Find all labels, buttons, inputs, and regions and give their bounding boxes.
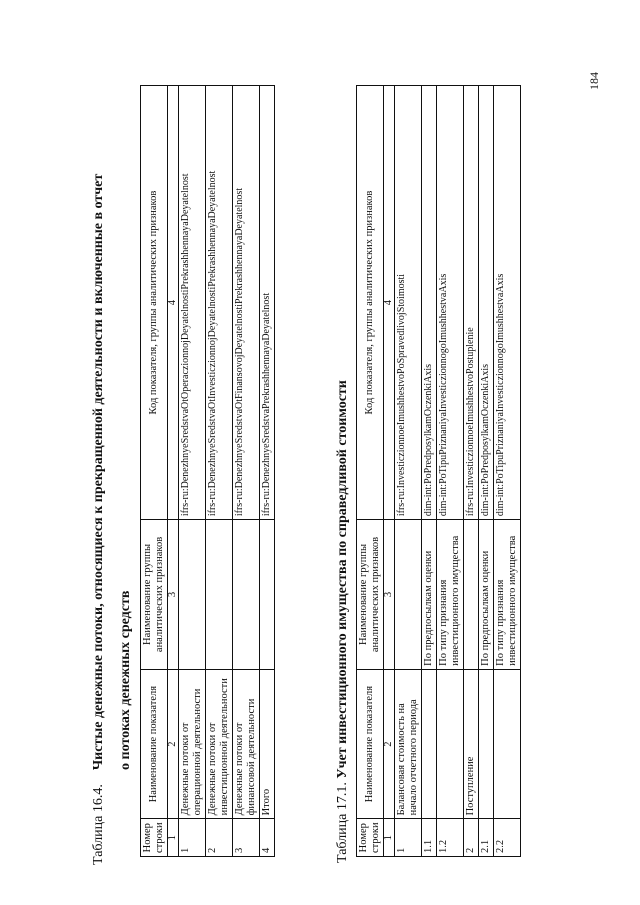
- indicator-name-cell: Денежные потоки от финансовой деятельности: [233, 669, 260, 819]
- table1-index-cell: 4: [168, 86, 179, 520]
- row-number-cell: 1: [395, 819, 422, 857]
- table1-index-cell: 2: [168, 669, 179, 819]
- table2-index-cell: 3: [384, 520, 395, 670]
- indicator-name-cell: [437, 669, 464, 819]
- table-row: [437, 86, 464, 857]
- table-row: [494, 86, 521, 857]
- indicator-code-cell: ifrs-ru:DenezhnyeSredstvaOtInvesticzionnojDeyatelnostiPrekrashhennayaDeyatelnost: [206, 86, 233, 520]
- table2-header-cell: Наименование показателя: [357, 669, 384, 819]
- indicator-name-cell: [494, 669, 521, 819]
- table1: [140, 85, 275, 857]
- table1-header-cell: Номер строки: [141, 819, 168, 857]
- analytic-group-cell: [395, 520, 422, 670]
- table2-index-cell: 2: [384, 669, 395, 819]
- table-row: [422, 86, 437, 857]
- row-number-cell: 3: [233, 819, 260, 857]
- table1-body: [179, 86, 275, 857]
- table2-caption-title: Учет инвестиционного имущества по справедливой стоимости: [335, 380, 350, 779]
- indicator-name-cell: Денежные потоки от операционной деятельности: [179, 669, 206, 819]
- page-number: 184: [587, 72, 601, 90]
- analytic-group-cell: По типу признания инвестиционного имущества: [437, 520, 464, 670]
- table1-caption-line2: о потоках денежных средств: [118, 590, 133, 770]
- table2-body: [395, 86, 521, 857]
- table-row: [464, 86, 479, 857]
- row-number-cell: 2: [464, 819, 479, 857]
- table-row: [179, 86, 206, 857]
- analytic-group-cell: По предпосылкам оценки: [479, 520, 494, 670]
- table1-caption-label: Таблица 16.4.: [91, 784, 106, 865]
- indicator-name-cell: [422, 669, 437, 819]
- table2-header-row: [357, 86, 384, 857]
- table2-caption: [335, 380, 351, 863]
- row-number-cell: 1: [179, 819, 206, 857]
- table2-header-cell: Код показателя, группы аналитических признаков: [357, 86, 384, 520]
- table-row: [233, 86, 260, 857]
- indicator-name-cell: Поступление: [464, 669, 479, 819]
- indicator-code-cell: dim-int:PoPredposylkamOczenkiAxis: [479, 86, 494, 520]
- indicator-name-cell: [479, 669, 494, 819]
- row-number-cell: 2.2: [494, 819, 521, 857]
- indicator-code-cell: dim-int:PoPredposylkamOczenkiAxis: [422, 86, 437, 520]
- analytic-group-cell: [260, 520, 275, 670]
- analytic-group-cell: [206, 520, 233, 670]
- table1-header-row: [141, 86, 168, 857]
- table1-index-cell: 3: [168, 520, 179, 670]
- row-number-cell: 1.1: [422, 819, 437, 857]
- indicator-name-cell: Балансовая стоимость на начало отчетного периода: [395, 669, 422, 819]
- table2-index-cell: 1: [384, 819, 395, 857]
- table1-index-cell: 1: [168, 819, 179, 857]
- indicator-code-cell: ifrs-ru:InvesticzionnoeImushhestvoPostuplenie: [464, 86, 479, 520]
- indicator-code-cell: dim-int:PoTipuPriznaniyaInvesticzionnogoImushhestvaAxis: [437, 86, 464, 520]
- table-row: [395, 86, 422, 857]
- table2: [356, 85, 521, 857]
- table1-caption-title: Чистые денежные потоки, относящиеся к прекращенной деятельности и включенные в отчет: [91, 173, 106, 771]
- indicator-code-cell: ifrs-ru:DenezhnyeSredstvaOtFinansovojDeyatelnostiPrekrashhennayaDeyatelnost: [233, 86, 260, 520]
- indicator-name-cell: Итого: [260, 669, 275, 819]
- table1-header-cell: Код показателя, группы аналитических признаков: [141, 86, 168, 520]
- row-number-cell: 2: [206, 819, 233, 857]
- table-row: [260, 86, 275, 857]
- analytic-group-cell: [233, 520, 260, 670]
- table1-index-row: [168, 86, 179, 857]
- indicator-code-cell: ifrs-ru:InvesticzionnoeImushhestvoPoSpravedlivojStoimosti: [395, 86, 422, 520]
- table-row: [206, 86, 233, 857]
- table1-caption: [88, 105, 109, 865]
- indicator-code-cell: ifrs-ru:DenezhnyeSredstvaPrekrashhennayaDeyatelnost: [260, 86, 275, 520]
- indicator-code-cell: ifrs-ru:DenezhnyeSredstvaOtOperaczionnojDeyatelnostiPrekrashhennayaDeyatelnost: [179, 86, 206, 520]
- table1-header-cell: Наименование группы аналитических признаков: [141, 520, 168, 670]
- analytic-group-cell: [179, 520, 206, 670]
- table2-caption-label: Таблица 17.1.: [335, 782, 350, 863]
- table2-header-cell: Наименование группы аналитических признаков: [357, 520, 384, 670]
- analytic-group-cell: [464, 520, 479, 670]
- row-number-cell: 2.1: [479, 819, 494, 857]
- table2-header-cell: Номер строки: [357, 819, 384, 857]
- indicator-name-cell: Денежные потоки от инвестиционной деятельности: [206, 669, 233, 819]
- table2-index-row: [384, 86, 395, 857]
- table2-index-cell: 4: [384, 86, 395, 520]
- analytic-group-cell: По предпосылкам оценки: [422, 520, 437, 670]
- row-number-cell: 1.2: [437, 819, 464, 857]
- analytic-group-cell: По типу признания инвестиционного имущества: [494, 520, 521, 670]
- indicator-code-cell: dim-int:PoTipuPriznaniyaInvesticzionnogoImushhestvaAxis: [494, 86, 521, 520]
- table1-header-cell: Наименование показателя: [141, 669, 168, 819]
- table-row: [479, 86, 494, 857]
- row-number-cell: 4: [260, 819, 275, 857]
